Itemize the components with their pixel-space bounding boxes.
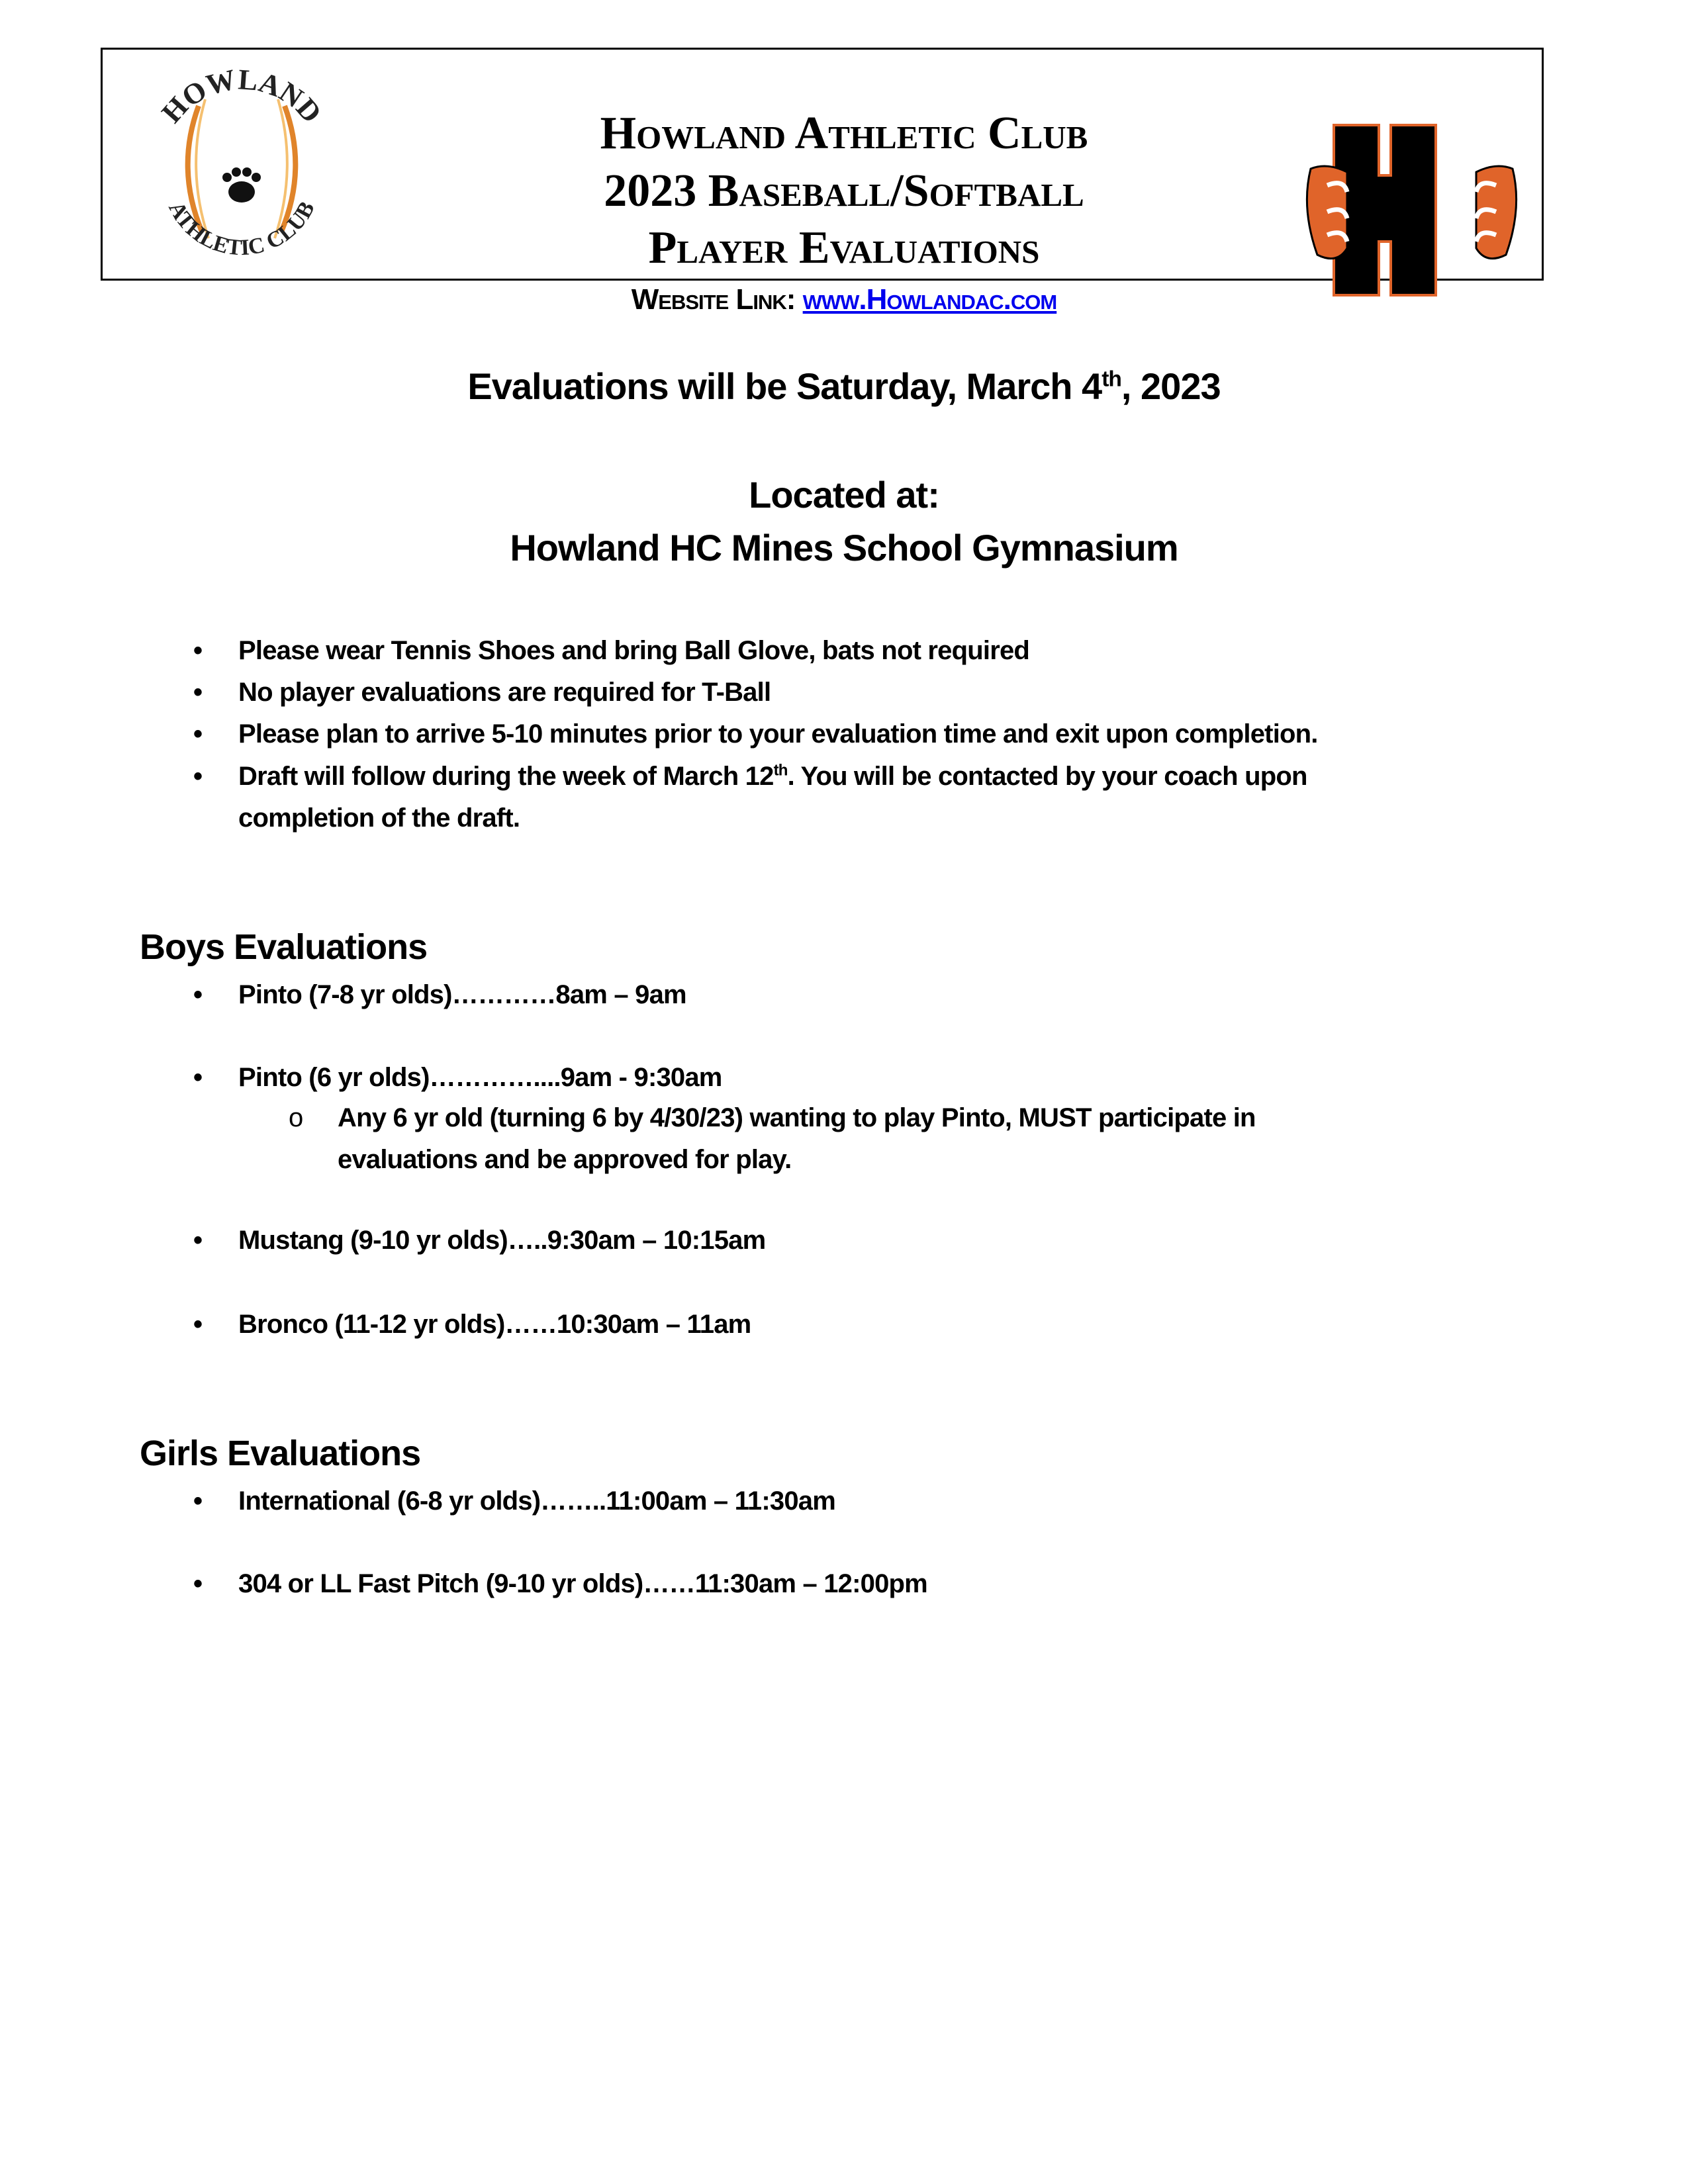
located-label: Located at: — [749, 474, 939, 516]
date-sup: th — [1102, 367, 1121, 392]
boys-heading: Boys Evaluations — [140, 927, 428, 967]
title-line-1: Howland Athletic Club — [600, 108, 1088, 159]
evaluation-date — [0, 364, 1688, 409]
title-line-3: Player Evaluations — [648, 222, 1040, 273]
girls-heading: Girls Evaluations — [140, 1433, 421, 1473]
location: Howland HC Mines School Gymnasium — [510, 527, 1178, 569]
circle-bullet-icon: o — [289, 1103, 303, 1132]
bullet-icon: • — [193, 1063, 203, 1092]
date-text: Evaluations will be Saturday, March 4 — [467, 365, 1102, 407]
website-label: Website Link: — [631, 283, 796, 316]
bullet-icon: • — [193, 1310, 203, 1339]
title-line-2: 2023 Baseball/Softball — [604, 165, 1084, 216]
svg-text:HOWLAND: HOWLAND — [155, 63, 328, 129]
bullet-icon: • — [193, 762, 203, 791]
website-line — [0, 283, 1688, 317]
bullet-icon: • — [193, 719, 203, 749]
bullet-icon: • — [193, 1486, 203, 1516]
svg-text:ATHLETIC CLUB: ATHLETIC CLUB — [164, 197, 320, 261]
bullet-icon: • — [193, 1569, 203, 1598]
bullet-icon: • — [193, 678, 203, 707]
bullet-icon: • — [193, 980, 203, 1009]
bullet-icon: • — [193, 636, 203, 665]
date-year: , 2023 — [1121, 365, 1221, 407]
bullet-icon: • — [193, 1226, 203, 1255]
website-link[interactable]: www.Howlandac.com — [802, 283, 1057, 316]
